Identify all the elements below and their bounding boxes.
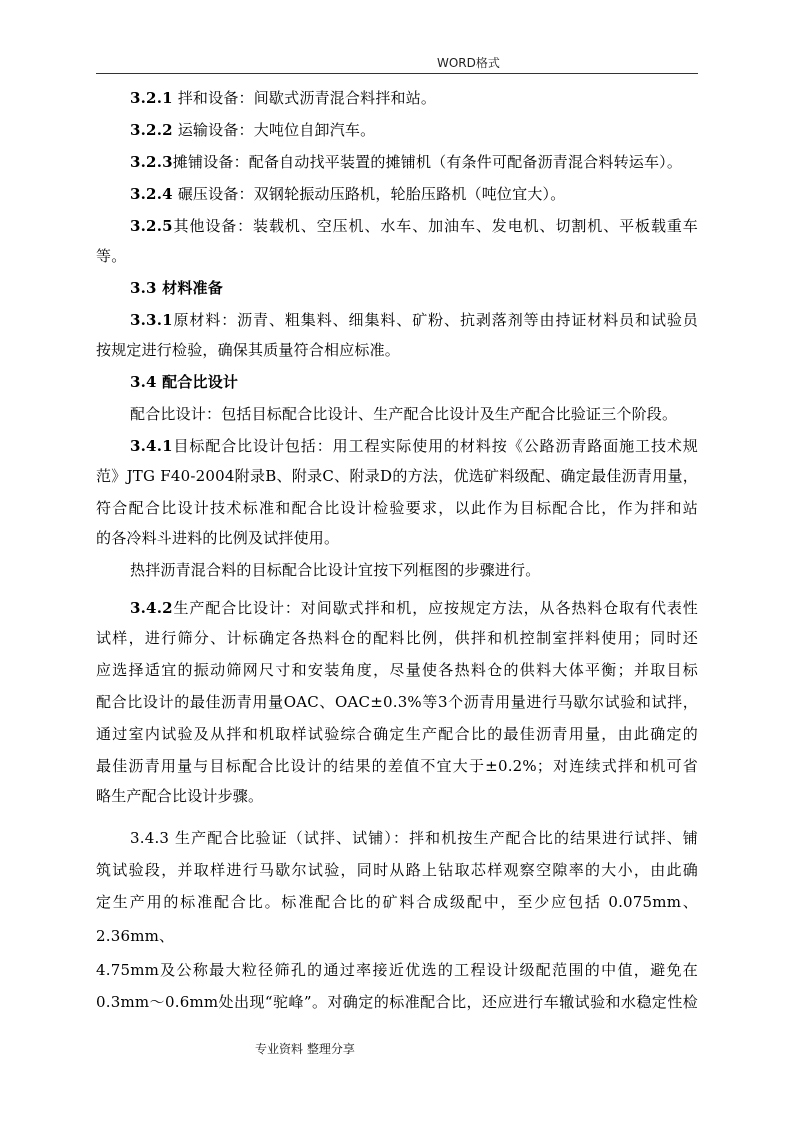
heading-text: 材料准备 [156, 279, 223, 297]
line-text: 通过室内试验及从拌和机取样试验综合确定生产配合比的最佳沥青用量，由此确定的 [96, 725, 698, 743]
text-line [96, 340, 400, 360]
section-number: 3.2.1 [130, 89, 173, 107]
section-number: 3.2.3 [130, 153, 173, 171]
section-number: 3.4.1 [130, 437, 173, 455]
text-line [130, 216, 698, 236]
section-number: 3.2.2 [130, 121, 173, 139]
line-text: 略生产配合比设计步骤。 [96, 787, 264, 805]
text-line [96, 926, 174, 946]
text-line [96, 466, 698, 486]
text-line [130, 310, 698, 330]
section-number: 3.3 [130, 279, 157, 297]
line-text: 2.36mm、 [96, 927, 175, 945]
section-number: 3.2.5 [130, 217, 173, 235]
line-text: 筑试验段，并取样进行马歇尔试验，同时从路上钻取芯样观察空隙率的大小，由此确 [96, 861, 698, 879]
text-line [96, 498, 698, 518]
text-line [96, 992, 698, 1012]
line-text: 拌和设备：间歇式沥青混合料拌和站。 [172, 89, 437, 107]
text-line [96, 528, 339, 548]
section-number: 3.4 [130, 373, 157, 391]
line-text: 应选择适宜的振动筛网尺寸和安装角度，尽量使各热料仓的供料大体平衡；并取目标 [96, 661, 698, 679]
text-line [96, 756, 698, 776]
text-line [130, 404, 677, 424]
line-text: 摊铺设备：配备自动找平装置的摊铺机（有条件可配备沥青混合料转运车）。 [172, 153, 683, 171]
text-line [96, 660, 698, 680]
text-line [96, 692, 698, 712]
section-number: 3.4.2 [130, 599, 173, 617]
text-line [130, 88, 436, 108]
line-text: 符合配合比设计技术标准和配合比设计检验要求，以此作为目标配合比，作为拌和站 [96, 499, 698, 517]
page-footer: 专业资料 整理分享 [255, 1042, 355, 1056]
section-heading [130, 278, 223, 298]
text-line [96, 892, 698, 912]
line-text: 等。 [96, 247, 127, 265]
line-text: 定生产用的标准配合比。标准配合比的矿料合成级配中，至少应包括 0.075mm、 [96, 893, 698, 911]
text-line [130, 436, 698, 456]
text-line [130, 598, 698, 618]
line-text: 运输设备：大吨位自卸汽车。 [172, 121, 376, 139]
line-text: 配合比设计：包括目标配合比设计、生产配合比设计及生产配合比验证三个阶段。 [130, 405, 678, 423]
heading-text: 配合比设计 [156, 373, 239, 391]
line-text: 的各冷料斗进料的比例及试拌使用。 [96, 529, 340, 547]
text-line [130, 560, 540, 580]
section-number: 3.3.1 [130, 311, 173, 329]
header-divider [96, 73, 698, 74]
line-text: 试样，进行筛分、计标确定各热料仓的配料比例，供拌和机控制室拌料使用；同时还 [96, 629, 698, 647]
text-line [130, 184, 565, 204]
line-text: 生产配合比设计：对间歇式拌和机，应按规定方法，从各热料仓取有代表性 [172, 599, 698, 617]
text-line [96, 786, 263, 806]
line-text: 原材料：沥青、粗集料、细集料、矿粉、抗剥落剂等由持证材料员和试验员 [172, 311, 698, 329]
text-line [96, 628, 698, 648]
line-text: 3.4.3 生产配合比验证（试拌、试铺）：拌和机按生产配合比的结果进行试拌、铺 [130, 829, 698, 847]
line-text: 其他设备：装载机、空压机、水车、加油车、发电机、切割机、平板载重车 [172, 217, 698, 235]
line-text: 配合比设计的最佳沥青用量OAC、OAC±0.3%等3个沥青用量进行马歇尔试验和试拌， [96, 693, 698, 711]
line-text: 4.75mm及公称最大粒径筛孔的通过率接近优选的工程设计级配范围的中值，避免在 [96, 961, 698, 979]
text-line [130, 152, 682, 172]
text-line [96, 860, 698, 880]
text-line [130, 828, 698, 848]
text-line [96, 960, 698, 980]
line-text: 碾压设备：双钢轮振动压路机，轮胎压路机（吨位宜大）。 [172, 185, 566, 203]
text-line [130, 120, 375, 140]
text-line [96, 246, 126, 266]
line-text: 范》JTG F40-2004附录B、附录C、附录D的方法，优选矿料级配、确定最佳沥青用量， [96, 467, 698, 485]
section-number: 3.2.4 [130, 185, 173, 203]
page-header: WORD格式 [437, 56, 500, 70]
section-heading [130, 372, 238, 392]
line-text: 最佳沥青用量与目标配合比设计的结果的差值不宜大于±0.2%；对连续式拌和机可省 [96, 757, 698, 775]
line-text: 目标配合比设计包括：用工程实际使用的材料按《公路沥青路面施工技术规 [172, 437, 698, 455]
line-text: 0.3mm～0.6mm处出现“驼峰”。对确定的标准配合比，还应进行车辙试验和水稳定性检 [96, 993, 698, 1011]
line-text: 按规定进行检验，确保其质量符合相应标准。 [96, 341, 401, 359]
text-line [96, 724, 698, 744]
line-text: 热拌沥青混合料的目标配合比设计宜按下列框图的步骤进行。 [130, 561, 541, 579]
